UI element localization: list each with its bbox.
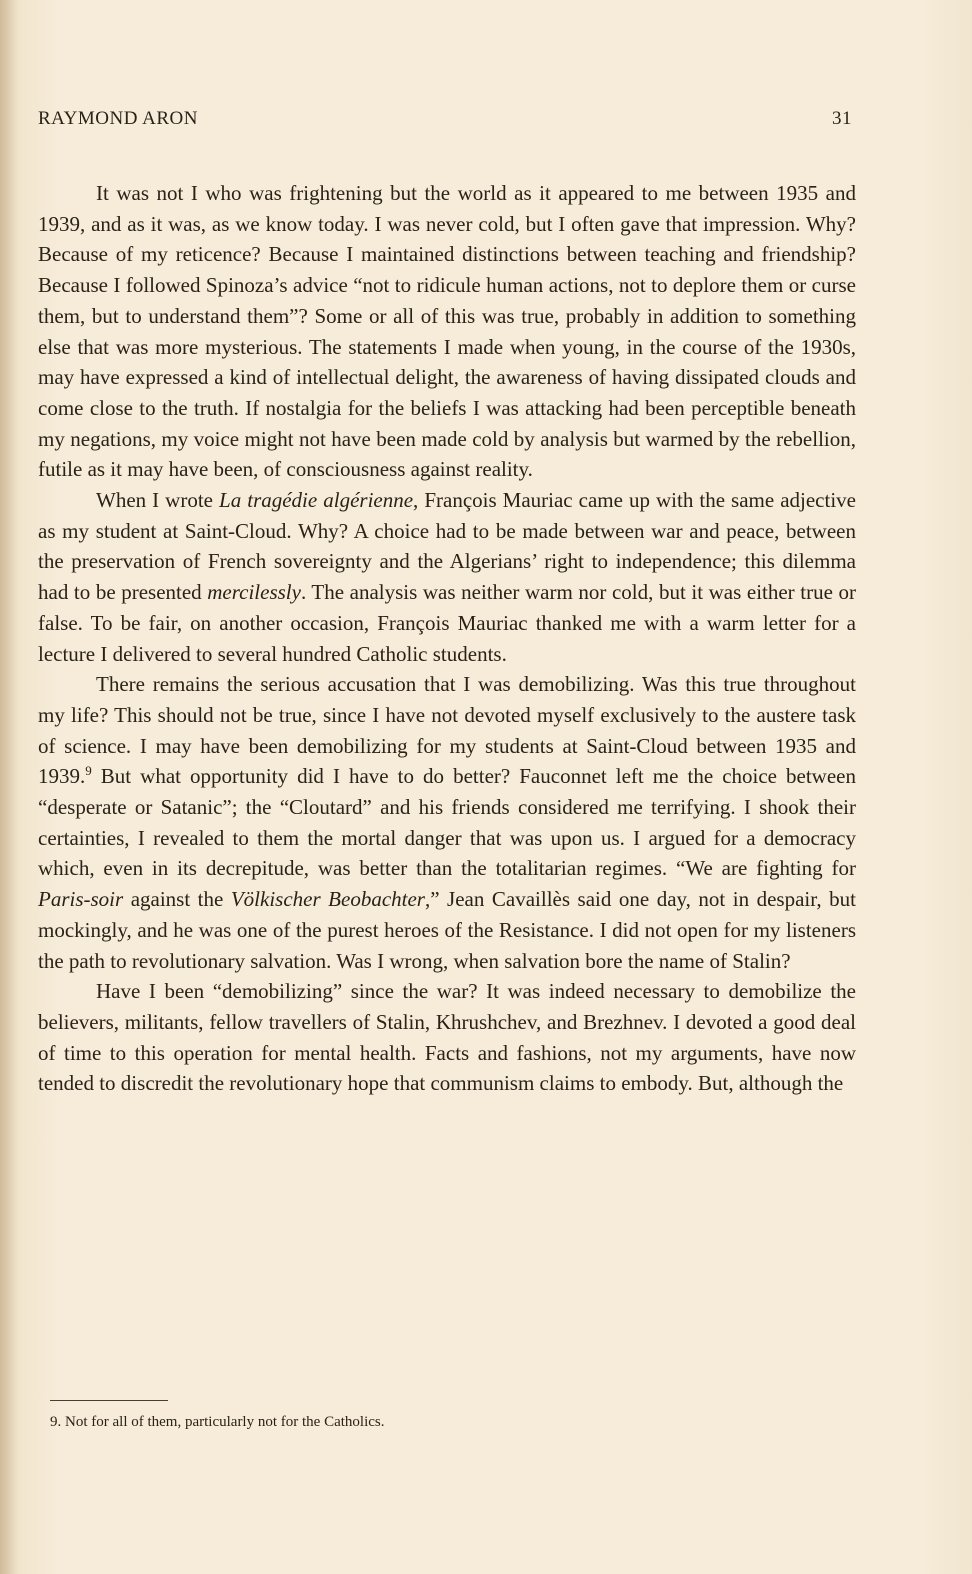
paragraph-3-text-b: But what opportunity did I have to do better? Fauconnet left me the choice between “desperate or Satanic”; the “Cloutard” and his friends considered me terrifying. I shook their certainties, I revealed to them the mortal danger that was upon us. I argued for a democracy which, even in its decrepitude, was better than the totalitarian regimes. “We are fighting for (38, 764, 856, 881)
newspaper-title-paris-soir: Paris-soir (38, 887, 124, 912)
footnote-reference[interactable]: 9 (85, 763, 92, 779)
book-title-la-tragedie-algerienne: La tragédie algérienne (219, 488, 414, 513)
paragraph-3-text-c: against the (123, 887, 231, 912)
paragraph-1: It was not I who was frightening but the world as it appeared to me between 1935 and 1939, and as it was, as we know today. I was never cold, but I often gave that impression. Why? Because of my reticence? Because I maintained distinctions between teaching and friendship? Because I followed Spinoza’s advice “not to ridicule human actions, not to deplore them or curse them, but to understand them”? Some or all of this was true, probably in addition to something else that was more mysterious. The statements I made when young, in the course of the 1930s, may have expressed a kind of intellectual delight, the awareness of having dissipated clouds and come close to the truth. If nostalgia for the beliefs I was attacking had been perceptible beneath my negations, my voice might not have been made cold by analysis but warmed by the rebellion, futile as it may have been, of consciousness against reality. (38, 181, 856, 482)
footnote-text: Not for all of them, particularly not for the Catholics. (61, 1414, 385, 1430)
paragraph-3 (38, 669, 856, 976)
footnote (50, 1412, 850, 1432)
paragraph-2-text-a: When I wrote (96, 488, 220, 513)
paragraph-3-text-d: ,” Jean Cavaillès said one day, not in despair, but mockingly, and he was one of the purest heroes of the Resistance. I did not open for my listeners the path to revolutionary salvation. Was I wrong, when salvation bore the name of Stalin? (38, 887, 856, 973)
paragraph-2-text-c: . The analysis was neither warm nor cold, but it was either true or false. To be fair, on another occasion, François Mauriac thanked me with a warm letter for a lecture I delivered to several hundred Catholic students. (38, 580, 856, 666)
paragraph-4: Have I been “demobilizing” since the war? It was indeed necessary to demobilize the believers, militants, fellow travellers of Stalin, Khrushchev, and Brezhnev. I devoted a good deal of time to this operation for mental health. Facts and fashions, not my arguments, have now tended to discredit the revolutionary hope that communism claims to embody. But, although the (38, 979, 856, 1096)
emphasis-mercilessly: mercilessly (207, 580, 301, 605)
paragraph-2 (38, 485, 856, 669)
paragraph-3-text-a: There remains the serious accusation that I was demobilizing. Was this true throughout my life? This should not be true, since I have not devoted myself exclusively to the austere task of science. I may have been demobilizing for my students at Saint-Cloud between 1935 and 1939. (38, 672, 856, 789)
paragraph-2-text-b: , François Mauriac came up with the same adjective as my student at Saint-Cloud. Why? A choice had to be made between war and peace, between the preservation of French sovereignty and the Algerians’ right to independence; this dilemma had to be presented (38, 488, 856, 605)
body-text (38, 178, 856, 1099)
running-head-title: RAYMOND ARON (38, 108, 198, 129)
running-head (38, 108, 852, 134)
footnote-divider (50, 1400, 168, 1401)
page-number: 31 (832, 108, 852, 129)
footnote-number: 9. (50, 1414, 62, 1430)
binding-shadow (0, 0, 18, 1574)
newspaper-title-volkischer-beobachter: Völkischer Beobachter (230, 887, 425, 912)
